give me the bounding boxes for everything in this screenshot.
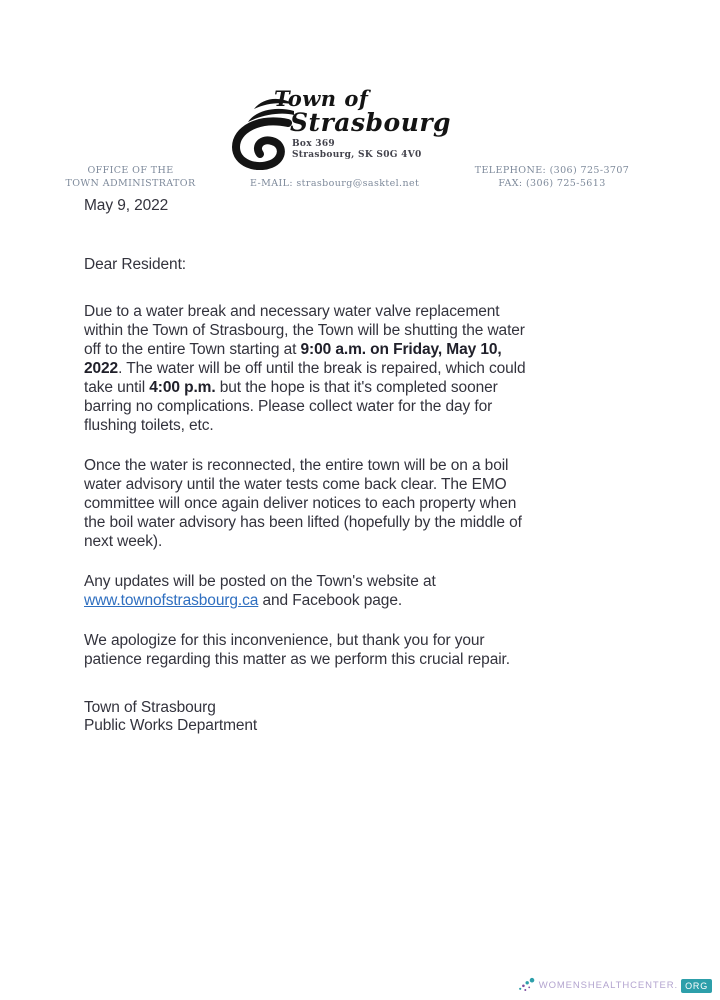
salutation: Dear Resident:: [84, 256, 186, 273]
body-paragraph: [84, 456, 632, 551]
emphasized-text: 4:00 p.m.: [149, 379, 216, 396]
body-text: flushing toilets, etc.: [84, 417, 214, 434]
fax-line: FAX: (306) 725-5613: [498, 178, 606, 189]
phone-block: [462, 164, 642, 190]
body-paragraph: [84, 631, 632, 669]
body-text: the boil water advisory has been lifted (hopefully by the middle of: [84, 514, 522, 531]
body-text: committee will once again deliver notices to each property when: [84, 495, 517, 512]
org-address-line1: Box 369: [292, 139, 335, 149]
body-text: . The water will be off until the break is repaired, which could: [118, 360, 526, 377]
watermark: [517, 977, 712, 994]
watermark-brand: WOMENSHEALTHCENTER.: [538, 980, 679, 991]
paragraphs-container: [84, 302, 632, 669]
office-line2: TOWN ADMINISTRATOR: [65, 178, 196, 189]
body-text: patience regarding this matter as we perform this crucial repair.: [84, 651, 510, 668]
office-line1: OFFICE OF THE: [87, 165, 174, 176]
body-text: We apologize for this inconvenience, but thank you for your: [84, 632, 485, 649]
emphasized-text: 2022: [84, 360, 119, 377]
org-name-line2: Strasbourg: [290, 108, 452, 137]
watermark-tld: ORG: [681, 979, 712, 993]
org-address-line2: Strasbourg, SK S0G 4V0: [292, 150, 422, 160]
website-link[interactable]: www.townofstrasbourg.ca: [84, 592, 259, 609]
letterhead: [226, 88, 486, 178]
signature-dept: Public Works Department: [84, 717, 258, 734]
letter-body: [84, 196, 632, 735]
email-line: E-MAIL: strasbourg@sasktel.net: [250, 178, 420, 189]
office-block: [38, 164, 223, 190]
body-text: water advisory until the water tests come back clear. The EMO: [84, 476, 507, 493]
body-text: Any updates will be posted on the Town's website at: [84, 573, 436, 590]
body-text: off to the entire Town starting at: [84, 341, 301, 358]
body-text: within the Town of Strasbourg, the Town will be shutting the water: [84, 322, 525, 339]
body-text: Once the water is reconnected, the entire town will be on a boil: [84, 457, 509, 474]
signature-block: [84, 699, 632, 735]
body-text: take until: [84, 379, 150, 396]
signature-org: Town of Strasbourg: [84, 699, 216, 716]
body-text: and Facebook page.: [258, 592, 403, 609]
letter-date: May 9, 2022: [84, 197, 169, 214]
body-text: next week).: [84, 533, 163, 550]
body-paragraph: [84, 572, 632, 610]
body-paragraph: [84, 302, 632, 435]
emphasized-text: 9:00 a.m. on Friday, May 10,: [300, 341, 502, 358]
telephone-line: TELEPHONE: (306) 725-3707: [474, 165, 630, 176]
dots-cluster-icon: [517, 977, 536, 994]
org-name-line1: Town of: [274, 86, 369, 111]
body-text: barring no complications. Please collect water for the day for: [84, 398, 493, 415]
body-text: Due to a water break and necessary water valve replacement: [84, 303, 500, 320]
body-text: but the hope is that it's completed sooner: [215, 379, 498, 396]
